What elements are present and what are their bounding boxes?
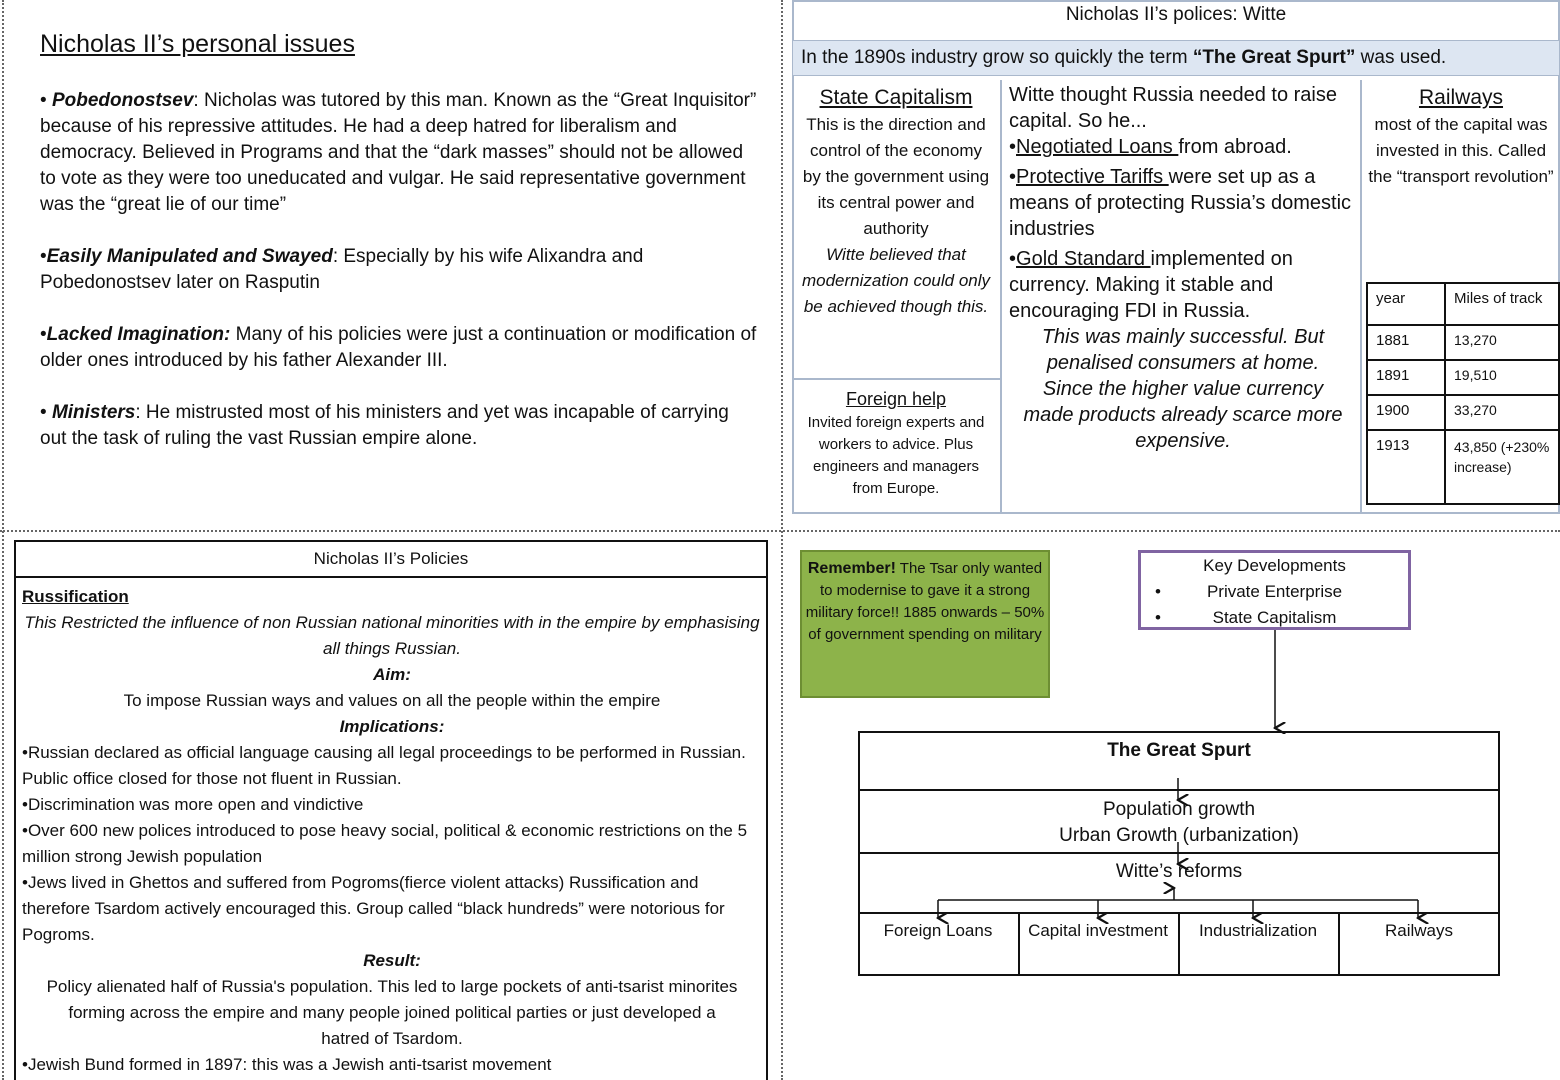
foreign-help-text: Invited foreign experts and workers to advice. Plus engineers and managers from Europe. [807,414,985,497]
witte-left-row-divider [792,378,1000,380]
ministers-heading: Ministers [51,402,136,423]
railways-block [1366,84,1556,190]
table-row [1367,395,1559,430]
railway-table [1366,282,1560,505]
ministers-text: : He mistrusted most of his ministers and yet was incapable of carrying out the task of ruling the vast Russian empire alone. [40,402,729,449]
banner-post: was used. [1355,47,1447,68]
table-cell-year: 1891 [1367,360,1445,395]
bullet-icon: • [1155,582,1161,601]
implication-2: •Discrimination was more open and vindictive [22,795,364,814]
outcome-foreign-loans: Foreign Loans [883,921,993,940]
witte-italic-note: This was mainly successful. But penalised consumers at home. Since the higher value currency made products already scarce more expensive. [1023,326,1343,452]
center-vertical-divider [781,0,783,1080]
pobedonostsev-paragraph: • Pobedonostsev: Nicholas was tutored by this man. Known as the “Great Inquisitor” because of his repressive attitudes. He had a deep hatred for liberalism and democracy. Believed in Programs and that the “dark masses” should not be allowed to vote as they were too uneducated and vulgar. He said representative government was the “great lie of our time” [40,90,757,215]
aim-heading: Aim: [373,665,411,684]
implication-1: •Russian declared as official language causing all legal proceedings to be performed in Russian. Public office closed for those not fluent in Russian. [22,743,746,788]
witte-title: Nicholas II’s polices: Witte [1065,4,1287,25]
table-header-row [1367,283,1559,325]
russification-definition: This Restricted the influence of non Russian national minorities with in the empire by emphasising all things Russian. [24,613,760,658]
railways-text: most of the capital was invested in this. Called the “transport revolution” [1368,115,1554,186]
state-capitalism-heading: State Capitalism [819,86,973,109]
imagination-paragraph: •Lacked Imagination: Many of his policies were just a continuation or modification of older ones introduced by his father Alexander III. [40,324,757,371]
implication-3: •Over 600 new polices introduced to pose heavy social, political & economic restrictions on the 5 million strong Jewish population [22,821,748,866]
table-cell-miles: 43,850 (+230% increase) [1445,430,1559,504]
manipulated-paragraph: •Easily Manipulated and Swayed: Especially by his wife Alixandra and Pobedonostsev later on Rasputin [40,246,644,293]
table-cell-year: 1900 [1367,395,1445,430]
table-cell-year: 1913 [1367,430,1445,504]
state-capitalism-text: This is the direction and control of the economy by the government using its central power and authority [802,115,990,238]
imagination-heading: Lacked Imagination: [46,324,231,345]
gold-text: implemented on currency. Making it stable and encouraging FDI in Russia. [1009,248,1293,322]
personal-issues-title: Nicholas II’s personal issues [40,30,355,58]
remember-text: The Tsar only wanted to modernise to gave it a strong military force!! 1885 onwards – 50% of government spending on military [805,560,1045,643]
result-heading: Result: [363,951,421,970]
great-spurt-box: The Great Spurt [858,731,1500,791]
table-cell-miles: 19,510 [1445,360,1559,395]
outcome-capital-investment: Capital investment [1028,921,1168,940]
table-cell-miles: 33,270 [1445,395,1559,430]
pobedonostsev-heading: Pobedonostsev [51,90,194,111]
outcome-railways: Railways [1384,921,1454,940]
loans-text: from abroad. [1178,136,1292,158]
gold-item: •Gold Standard implemented on currency. Making it stable and encouraging FDI in Russia. [1009,248,1293,322]
key-item [1141,579,1408,605]
state-capitalism-italic: Witte believed that modernization could only be achieved though this. [801,245,991,316]
manipulated-text: : Especially by his wife Alixandra and Pobedonostsev later on Rasputin [40,246,644,293]
urban-growth: Urban Growth (urbanization) [1059,825,1299,846]
key-item-label: State Capitalism [1212,608,1337,627]
jewish-bund-text: •Jewish Bund formed in 1897: this was a Jewish anti-tsarist movement [22,1055,552,1074]
bullet-icon: • [1155,608,1161,627]
table-cell-miles: 13,270 [1445,325,1559,360]
key-developments-heading: Key Developments [1203,556,1346,575]
gold-heading: Gold Standard [1016,248,1151,270]
russification-heading: Russification [22,587,129,606]
center-horizontal-divider [0,530,1560,532]
banner-bold: “The Great Spurt” [1192,47,1356,68]
implications-heading: Implications: [339,717,445,736]
table-row [1367,325,1559,360]
table-cell-year: 1881 [1367,325,1445,360]
population-growth: Population growth [1102,799,1256,820]
manipulated-heading: Easily Manipulated and Swayed [46,246,333,267]
witte-measures-block [1009,82,1357,454]
witte-intro: Witte thought Russia needed to raise capital. So he... [1009,84,1337,132]
banner-pre: In the 1890s industry grow so quickly the term [801,47,1193,68]
loans-heading: Negotiated Loans [1016,136,1179,158]
aim-text: To impose Russian ways and values on all the people within the empire [123,691,661,710]
policies-title: Nicholas II’s Policies [14,540,768,578]
left-edge-divider [2,0,4,1080]
result-text: Policy alienated half of Russia's population. This led to large pockets of anti-tsarist minorites forming across the empire and many people joined political parties or just developed a hatred of Tsardom. [46,977,738,1048]
state-capitalism-block [800,84,992,320]
witte-reforms-box: Witte’s reforms [858,852,1500,914]
foreign-help-heading: Foreign help [845,389,947,409]
tariffs-item: •Protective Tariffs were set up as a means of protecting Russia’s domestic industries [1009,166,1352,240]
implication-4: •Jews lived in Ghettos and suffered from Pogroms(fierce violent attacks) Russification and therefore Tsardom actively encouraged this. Group called “black hundreds” were notorious for Pogroms. [22,873,725,944]
table-row [1367,430,1559,504]
table-row [1367,360,1559,395]
tariffs-text: were set up as a means of protecting Russia’s domestic industries [1009,166,1352,240]
remember-bold: Remember! [807,560,896,577]
foreign-help-block [800,386,992,500]
growth-box [858,789,1500,854]
table-header-miles: Miles of track [1445,283,1559,325]
key-developments-box [1138,550,1411,630]
pobedonostsev-text: : Nicholas was tutored by this man. Known as the “Great Inquisitor” because of his repressive attitudes. He had a deep hatred for liberalism and democracy. Believed in Programs and that the “dark masses” should not be allowed to vote as they were too uneducated and vulgar. He said representative government was the “great lie of our time” [40,90,757,215]
outcome-industrialization: Industrialization [1198,921,1318,940]
tariffs-heading: Protective Tariffs [1016,166,1169,188]
railways-heading: Railways [1418,86,1504,109]
key-item-label: Private Enterprise [1206,582,1343,601]
ministers-paragraph: • Ministers: He mistrusted most of his ministers and yet was incapable of carrying out the task of ruling the vast Russian empire alone. [40,402,729,449]
loans-item: •Negotiated Loans from abroad. [1009,136,1292,158]
imagination-text: Many of his policies were just a continuation or modification of older ones introduced by his father Alexander III. [40,324,757,371]
witte-col-divider-1 [1000,80,1002,514]
table-header-year: year [1367,283,1445,325]
witte-col-divider-2 [1360,80,1362,514]
great-spurt-banner [792,40,1560,76]
